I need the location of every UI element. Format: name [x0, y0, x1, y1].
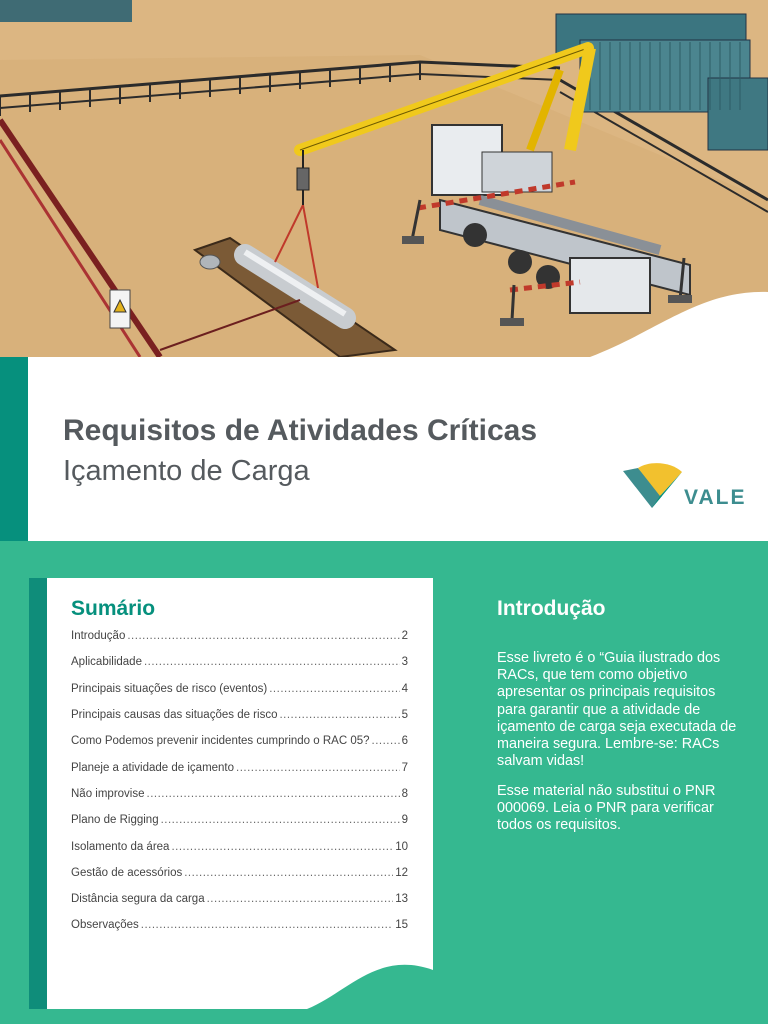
summary-item-page: 8	[401, 787, 408, 800]
summary-item[interactable]	[71, 807, 408, 833]
summary-item-page: 9	[401, 814, 408, 827]
leader-dots	[147, 788, 400, 800]
leader-dots	[279, 709, 399, 721]
summary-item-page: 15	[395, 919, 408, 932]
summary-item-page: 7	[401, 761, 408, 774]
summary-item[interactable]	[71, 754, 408, 780]
summary-item-page: 3	[401, 656, 408, 669]
summary-item-label: Plano de Rigging	[71, 814, 159, 827]
summary-item[interactable]	[71, 649, 408, 675]
summary-item[interactable]	[71, 781, 408, 807]
summary-item-label: Distância segura da carga	[71, 893, 205, 906]
summary-item-label: Isolamento da área	[71, 840, 170, 853]
summary-item-label: Planeje a atividade de içamento	[71, 761, 235, 774]
summary-item-page: 2	[401, 630, 408, 643]
summary-item[interactable]	[71, 702, 408, 728]
leader-dots	[269, 683, 399, 695]
summary-item[interactable]	[71, 676, 408, 702]
crane-lifting-scene	[0, 0, 768, 357]
summary-item-label: Introdução	[71, 630, 126, 643]
leader-dots	[141, 919, 393, 931]
summary-item[interactable]	[71, 833, 408, 859]
leader-dots	[207, 893, 394, 905]
leader-dots	[144, 656, 400, 668]
leader-dots	[184, 867, 393, 879]
leader-dots	[127, 630, 399, 642]
summary-item[interactable]	[71, 728, 408, 754]
summary-item-label: Principais causas das situações de risco	[71, 709, 278, 722]
hero-illustration	[0, 0, 768, 357]
summary-list	[71, 623, 408, 939]
summary-item[interactable]	[71, 886, 408, 912]
summary-item[interactable]	[71, 912, 408, 938]
summary-item[interactable]	[71, 623, 408, 649]
leader-dots	[171, 841, 393, 853]
page-title: Requisitos de Atividades Críticas	[63, 414, 538, 447]
introduction-paragraph: Esse livreto é o “Guia ilustrado dos RACs, que tem como objetivo apresentar os principais requisitos para garantir que a atividade de içamento de carga seja executada de maneira segura. Lembre-se: RACs salvam vidas!	[497, 650, 737, 770]
summary-item-page: 12	[395, 866, 408, 879]
introduction-title: Introdução	[497, 597, 606, 620]
summary-card-edge	[29, 578, 47, 1009]
summary-item-page: 5	[401, 709, 408, 722]
summary-item-label: Observações	[71, 919, 139, 932]
page-subtitle: Içamento de Carga	[63, 455, 310, 487]
summary-item-label: Principais situações de risco (eventos)	[71, 682, 268, 695]
leader-dots	[236, 762, 400, 774]
leader-dots	[372, 735, 400, 747]
summary-item-page: 4	[401, 682, 408, 695]
summary-item-page: 10	[395, 840, 408, 853]
summary-item-page: 6	[401, 735, 408, 748]
title-accent-strip	[0, 357, 28, 541]
summary-item-label: Não improvise	[71, 787, 145, 800]
leader-dots	[161, 814, 400, 826]
vale-logo-text: VALE	[684, 486, 747, 509]
summary-item-label: Gestão de acessórios	[71, 866, 183, 879]
introduction-note: Esse material não substitui o PNR 000069. Leia o PNR para verificar todos os requisitos.	[497, 783, 716, 834]
summary-title: Sumário	[71, 597, 156, 620]
summary-item-label: Aplicabilidade	[71, 656, 142, 669]
summary-item-label: Como Podemos prevenir incidentes cumprindo o RAC 05?	[71, 735, 370, 748]
summary-item-page: 13	[395, 893, 408, 906]
summary-item[interactable]	[71, 860, 408, 886]
